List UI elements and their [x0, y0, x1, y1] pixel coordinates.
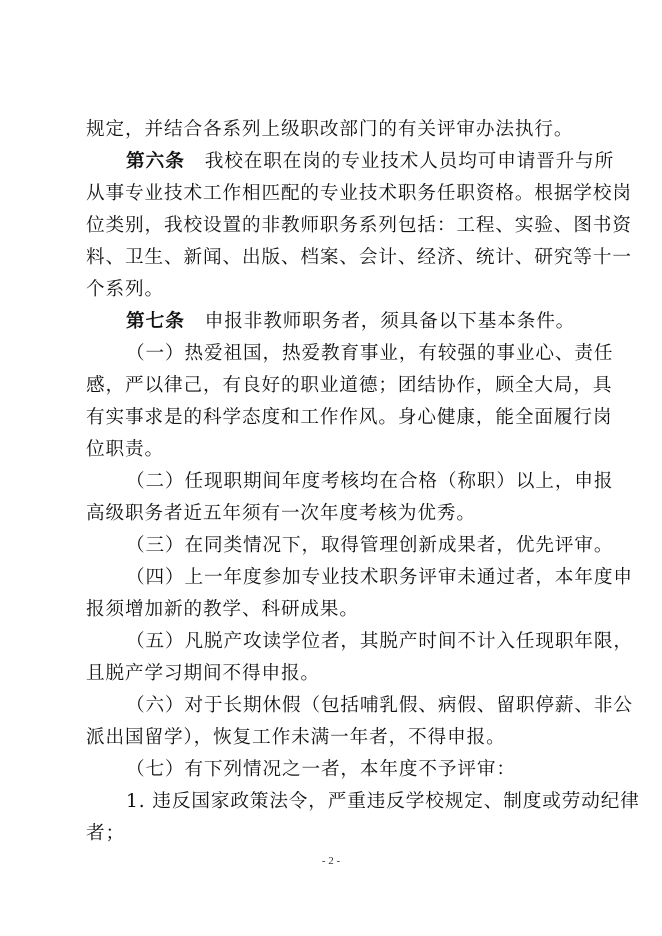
article-7-text: 申报非教师职务者，须具备以下基本条件。: [204, 311, 576, 332]
article-7-heading: 第七条: [126, 311, 185, 332]
paragraph-line: （二）任现职期间年度考核均在合格（称职）以上，申报: [126, 471, 614, 492]
paragraph-line: （三）在同类情况下，取得管理创新成果者，优先评审。: [126, 535, 614, 556]
paragraph-line: 位职责。: [86, 439, 164, 460]
paragraph-line: 从事专业技术工作相匹配的专业技术职务任职资格。根据学校岗: [86, 183, 632, 204]
paragraph-line: 高级职务者近五年须有一次年度考核为优秀。: [86, 503, 476, 524]
paragraph-line: 感，严以律己，有良好的职业道德；团结协作，顾全大局，具: [86, 375, 613, 396]
paragraph-line: 料、卫生、新闻、出版、档案、会计、经济、统计、研究等十一: [86, 247, 632, 268]
article-6-line: [126, 150, 662, 174]
paragraph-line: 规定，并结合各系列上级职改部门的有关评审办法执行。: [86, 119, 574, 140]
paragraph-line: 报须增加新的教学、科研成果。: [86, 599, 359, 620]
paragraph-line: （四）上一年度参加专业技术职务评审未通过者，本年度申: [126, 567, 633, 588]
page-number: - 2 -: [321, 855, 341, 867]
article-6-text: 我校在职在岗的专业技术人员均可申请晋升与所: [204, 151, 615, 172]
paragraph-line: 个系列。: [86, 279, 164, 300]
paragraph-line: （一）热爱祖国，热爱教育事业，有较强的事业心、责任: [126, 343, 614, 364]
paragraph-line: 者；: [86, 823, 125, 844]
paragraph-line: 1. 违反国家政策法令，严重违反学校规定、制度或劳动纪律: [126, 791, 640, 812]
paragraph-line: （六）对于长期休假（包括哺乳假、病假、留职停薪、非公: [126, 695, 633, 716]
article-6-heading: 第六条: [126, 151, 185, 172]
paragraph-line: 且脱产学习期间不得申报。: [86, 663, 320, 684]
paragraph-line: （七）有下列情况之一者，本年度不予评审：: [126, 759, 516, 780]
paragraph-line: （五）凡脱产攻读学位者，其脱产时间不计入任现职年限，: [126, 631, 633, 652]
paragraph-line: 有实事求是的科学态度和工作作风。身心健康，能全面履行岗: [86, 407, 613, 428]
article-7-line: [126, 310, 662, 334]
paragraph-line: 位类别，我校设置的非教师职务系列包括：工程、实验、图书资: [86, 215, 632, 236]
paragraph-line: 派出国留学），恢复工作未满一年者，不得申报。: [86, 727, 506, 748]
